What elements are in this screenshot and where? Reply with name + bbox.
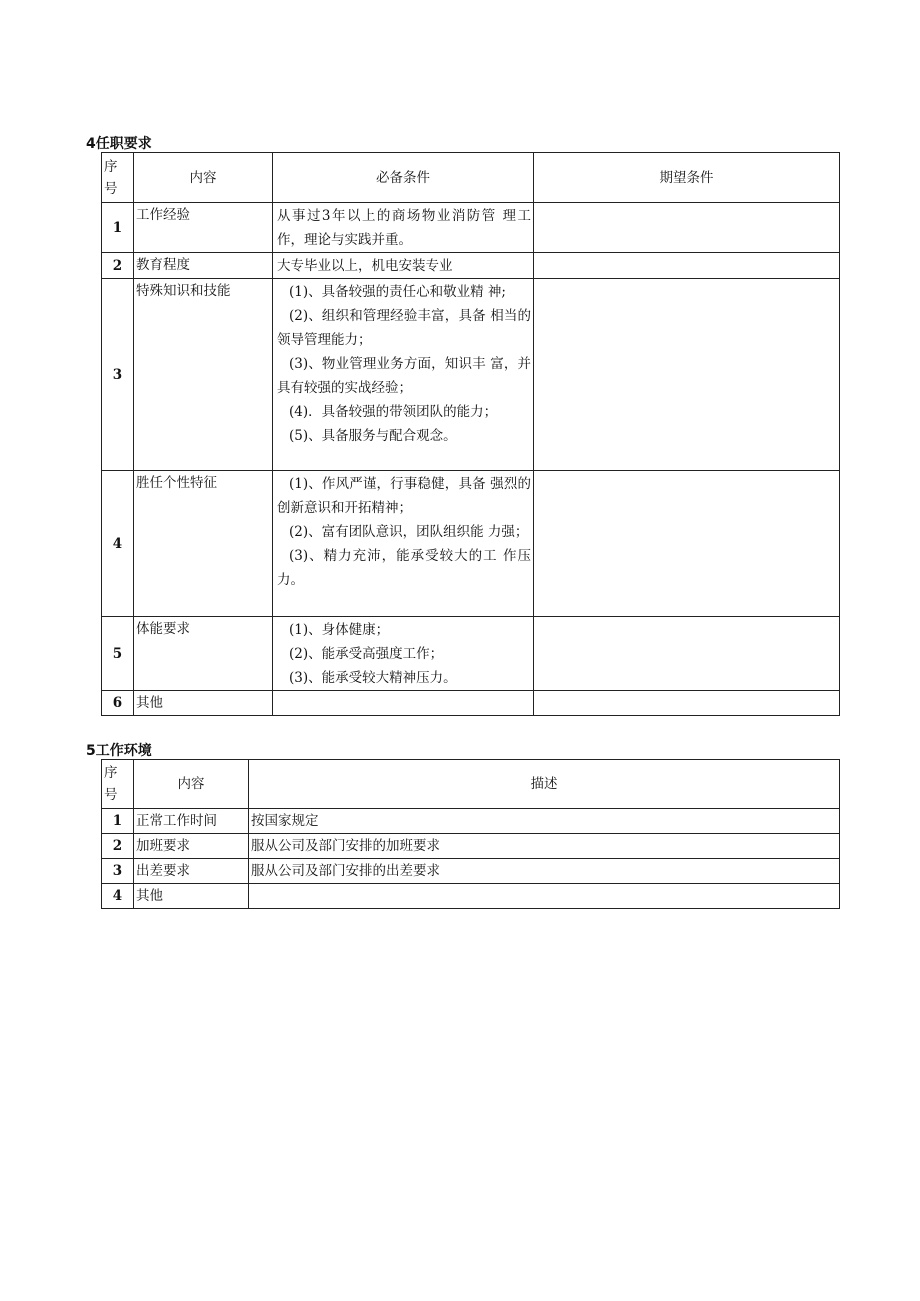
section-5-title: 5工作环境 (86, 743, 152, 759)
row-number: 4 (102, 884, 134, 909)
row-required (273, 691, 534, 716)
row-desired (534, 471, 840, 617)
row-required (273, 617, 534, 691)
requirement-item: (5)、具备服务与配合观念。 (289, 428, 457, 444)
header-content: 内容 (134, 760, 249, 809)
row-required (273, 279, 534, 471)
row-desired (534, 203, 840, 253)
row-content: 体能要求 (134, 617, 273, 691)
table-row (102, 691, 840, 716)
table-header-row (102, 760, 840, 809)
table-row (102, 617, 840, 691)
job-requirements-table (101, 152, 840, 716)
row-desired (534, 691, 840, 716)
row-content: 正常工作时间 (134, 809, 249, 834)
row-desired (534, 253, 840, 279)
table-row (102, 884, 840, 909)
table-header-row (102, 153, 840, 203)
row-number: 5 (102, 617, 134, 691)
table-row (102, 834, 840, 859)
row-number: 4 (102, 471, 134, 617)
row-number: 3 (102, 279, 134, 471)
row-description: 服从公司及部门安排的出差要求 (249, 859, 840, 884)
header-seq: 序 号 (102, 760, 134, 809)
header-description: 描述 (249, 760, 840, 809)
row-required: 大专毕业以上，机电安装专业 (273, 253, 534, 279)
row-content: 特殊知识和技能 (134, 279, 273, 471)
row-content: 其他 (134, 691, 273, 716)
row-content: 工作经验 (134, 203, 273, 253)
requirement-item: (2)、富有团队意识，团队组织能 力强； (289, 524, 529, 540)
requirement-item: (1)、身体健康； (289, 622, 390, 638)
table-row (102, 471, 840, 617)
requirement-item: (2)、组织和管理经验丰富，具备 相当的领导管理能力； (277, 308, 531, 348)
section-4-title: 4任职要求 (86, 136, 152, 152)
requirement-item: (3)、精力充沛，能承受较大的工 作压力。 (277, 548, 531, 588)
row-desired (534, 279, 840, 471)
row-content: 其他 (134, 884, 249, 909)
row-desired (534, 617, 840, 691)
requirement-item: (1)、作风严谨，行事稳健，具备 强烈的创新意识和开拓精神； (277, 476, 531, 516)
row-number: 3 (102, 859, 134, 884)
table-row (102, 809, 840, 834)
row-content: 胜任个性特征 (134, 471, 273, 617)
row-content: 加班要求 (134, 834, 249, 859)
table-row (102, 253, 840, 279)
row-required: 从事过3年以上的商场物业消防管 理工作，理论与实践并重。 (273, 203, 534, 253)
requirement-item: (2)、能承受高强度工作； (289, 646, 444, 662)
table-row (102, 279, 840, 471)
header-seq: 序 号 (102, 153, 134, 203)
row-description (249, 884, 840, 909)
table-row (102, 859, 840, 884)
requirement-item: (3)、能承受较大精神压力。 (289, 670, 457, 686)
header-desired: 期望条件 (534, 153, 840, 203)
row-description: 按国家规定 (249, 809, 840, 834)
row-number: 2 (102, 253, 134, 279)
row-description: 服从公司及部门安排的加班要求 (249, 834, 840, 859)
requirement-item: (4)．具备较强的带领团队的能力； (289, 404, 498, 420)
row-content: 出差要求 (134, 859, 249, 884)
row-number: 1 (102, 809, 134, 834)
table-row (102, 203, 840, 253)
header-content: 内容 (134, 153, 273, 203)
header-required: 必备条件 (273, 153, 534, 203)
row-content: 教育程度 (134, 253, 273, 279)
requirement-item: (1)、具备较强的责任心和敬业精 神; (289, 284, 506, 300)
requirement-item: (3)、物业管理业务方面，知识丰 富，并具有较强的实战经验； (277, 356, 531, 396)
row-required (273, 471, 534, 617)
row-number: 2 (102, 834, 134, 859)
row-number: 6 (102, 691, 134, 716)
work-environment-table (101, 759, 840, 909)
row-number: 1 (102, 203, 134, 253)
